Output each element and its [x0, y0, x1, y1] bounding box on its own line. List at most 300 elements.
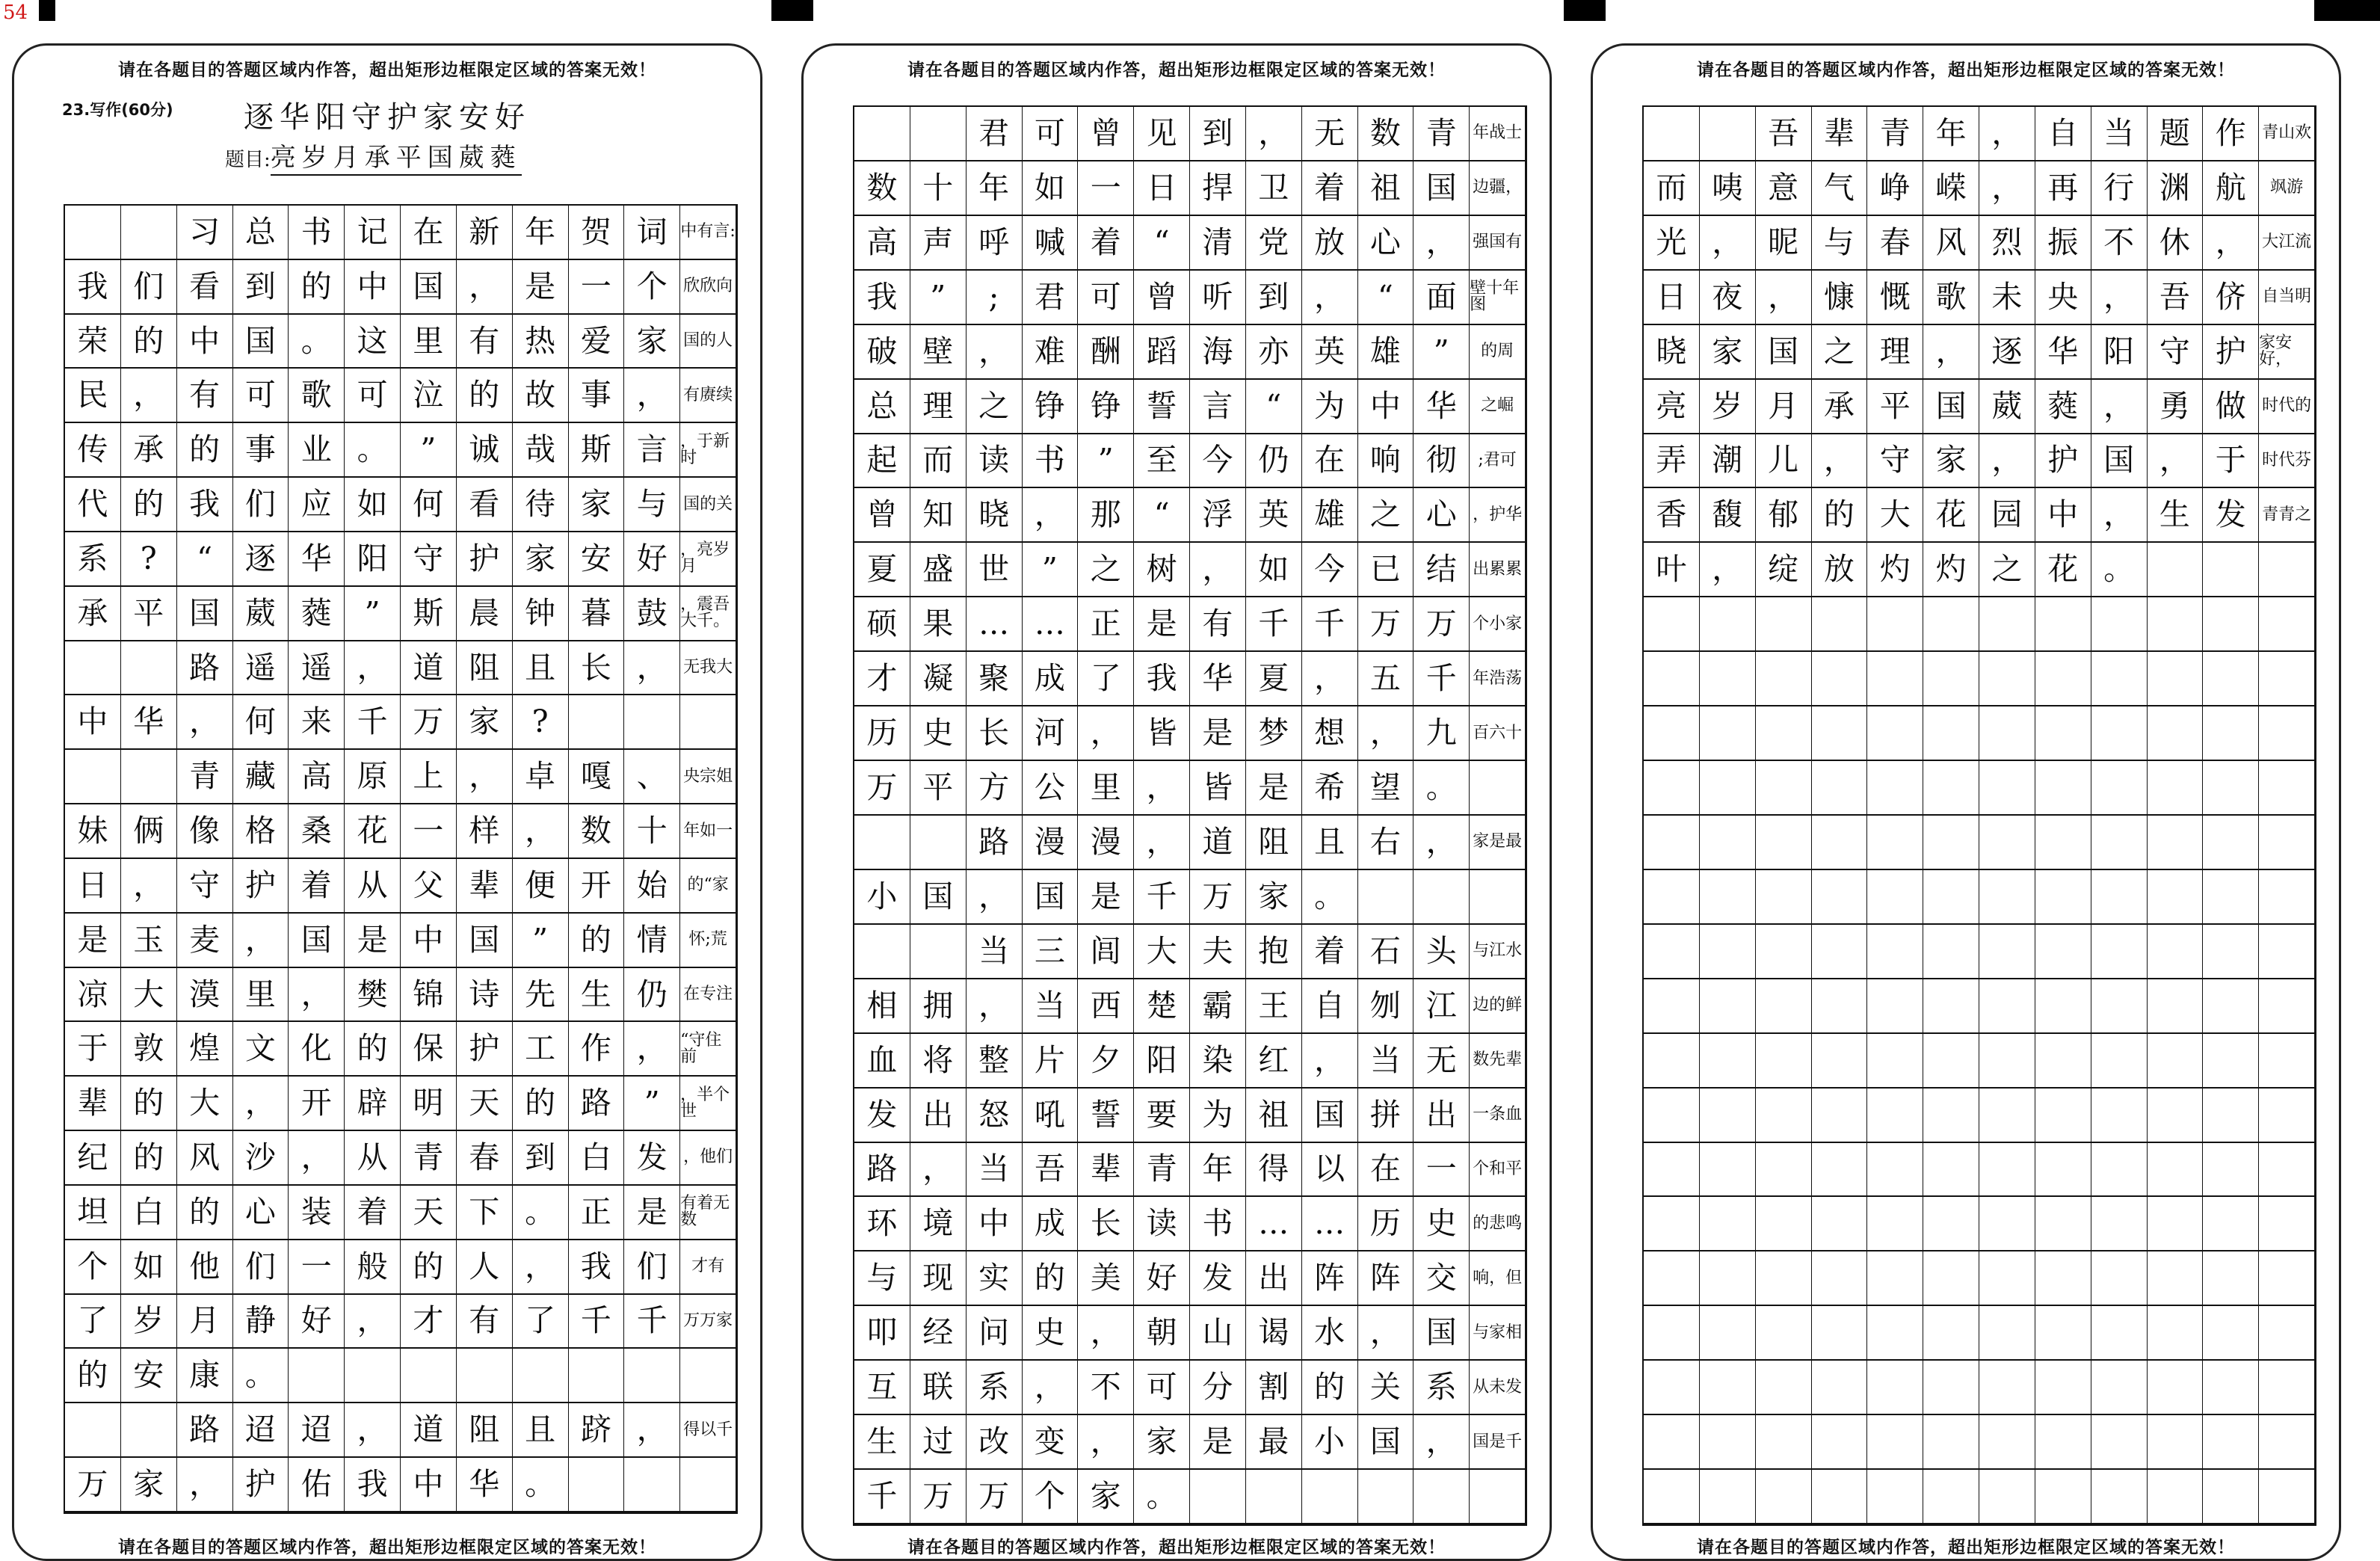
grid-cell: ，: [1979, 161, 2035, 215]
grid-cell: 书: [1190, 1197, 1246, 1251]
grid-cell: [2148, 761, 2204, 815]
grid-cell: 英: [1302, 325, 1358, 379]
grid-cell: 心: [233, 1186, 289, 1240]
grid-cell: 何: [233, 695, 289, 749]
grid-cell: 了: [1078, 652, 1134, 706]
grid-cell: 护: [457, 1022, 513, 1076]
grid-cell: 护: [2203, 325, 2259, 379]
grid-cell: 曾: [854, 488, 910, 542]
grid-cell: 十: [910, 161, 967, 215]
grid-cell: [2035, 1470, 2091, 1524]
grid-cell: 言: [1190, 380, 1246, 434]
grid-cell: [1867, 816, 1923, 869]
grid-cell: [2148, 1306, 2204, 1360]
grid-cell: [1470, 870, 1526, 924]
grid-cell: [1700, 107, 1756, 161]
grid-cell: 待: [513, 478, 569, 532]
grid-cell: ，: [289, 1131, 345, 1185]
grid-cell: [1700, 925, 1756, 979]
grid-cell: ，他们: [680, 1131, 736, 1185]
grid-row: [1644, 706, 2315, 761]
grid-cell: [2091, 1415, 2148, 1469]
grid-cell: [1756, 816, 1812, 869]
grid-cell: 慨: [1867, 271, 1923, 324]
grid-cell: [2091, 1306, 2148, 1360]
grid-cell: [2259, 1251, 2315, 1305]
grid-cell: 年: [513, 206, 569, 259]
grid-cell: [121, 641, 177, 695]
grid-cell: 诚: [457, 423, 513, 477]
grid-cell: 家: [121, 1458, 177, 1512]
grid-cell: 郁: [1756, 488, 1812, 542]
grid-cell: 的: [569, 914, 625, 967]
grid-cell: [1302, 1470, 1358, 1524]
grid-cell: 安: [121, 1349, 177, 1403]
grid-cell: [1756, 1251, 1812, 1305]
grid-cell: 割: [1246, 1361, 1302, 1414]
grid-cell: 蕤: [289, 587, 345, 641]
grid-cell: 是: [1078, 870, 1134, 924]
grid-cell: [1756, 1470, 1812, 1524]
grid-cell: ，: [1979, 434, 2035, 488]
grid-cell: 数: [854, 161, 910, 215]
grid-cell: 而: [910, 434, 967, 488]
grid-cell: 成: [1023, 652, 1079, 706]
grid-cell: ，: [1700, 216, 1756, 270]
grid-cell: [2203, 1089, 2259, 1142]
grid-cell: 发: [624, 1131, 680, 1185]
grid-row: [65, 1403, 736, 1458]
grid-cell: [1867, 1361, 1923, 1414]
grid-cell: [1470, 761, 1526, 815]
grid-cell: [1867, 761, 1923, 815]
grid-cell: 家: [457, 695, 513, 749]
grid-cell: [2203, 652, 2259, 706]
grid-cell: 国是千: [1470, 1415, 1526, 1469]
grid-cell: 迢: [233, 1403, 289, 1457]
grid-cell: [2035, 706, 2091, 760]
grid-cell: 且: [1302, 816, 1358, 869]
grid-row: [1644, 761, 2315, 816]
grid-cell: [121, 750, 177, 804]
grid-cell: 青: [1867, 107, 1923, 161]
grid-cell: 白: [569, 1131, 625, 1185]
grid-cell: [2259, 761, 2315, 815]
grid-cell: ，于新时: [680, 423, 736, 477]
grid-cell: 敦: [121, 1022, 177, 1076]
grid-cell: 才: [401, 1295, 457, 1349]
grid-cell: 青山欢: [2259, 107, 2315, 161]
grid-row: [65, 532, 736, 587]
grid-cell: 当: [2091, 107, 2148, 161]
grid-cell: [1812, 1143, 1868, 1197]
grid-cell: 新: [457, 206, 513, 259]
registration-mark: [771, 0, 813, 21]
grid-cell: 泣: [401, 369, 457, 422]
grid-cell: 承: [1812, 380, 1868, 434]
grid-cell: 装: [289, 1186, 345, 1240]
grid-cell: 万: [910, 1470, 967, 1524]
grid-cell: 大江流: [2259, 216, 2315, 270]
grid-cell: 整: [967, 1034, 1023, 1088]
grid-cell: 千: [1246, 597, 1302, 651]
grid-cell: 已: [1358, 543, 1414, 597]
grid-cell: 我: [1134, 652, 1190, 706]
grid-cell: 当: [967, 1143, 1023, 1197]
grid-cell: 有赓续: [680, 369, 736, 422]
grid-cell: 中有言:: [680, 206, 736, 259]
grid-cell: 江: [1413, 979, 1470, 1033]
grid-cell: 始: [624, 859, 680, 913]
grid-row: [1644, 1470, 2315, 1524]
grid-cell: [1867, 1034, 1923, 1088]
grid-cell: 世: [967, 543, 1023, 597]
grid-row: [1644, 325, 2315, 380]
grid-cell: [1812, 1306, 1868, 1360]
grid-cell: 石: [1358, 925, 1414, 979]
grid-cell: 之: [1078, 543, 1134, 597]
grid-cell: 遥: [233, 641, 289, 695]
grid-cell: 高: [854, 216, 910, 270]
grid-cell: ，: [1979, 107, 2035, 161]
grid-cell: 问: [967, 1306, 1023, 1360]
grid-cell: 白: [121, 1186, 177, 1240]
grid-row: [854, 652, 1526, 706]
grid-cell: 家: [1923, 434, 1979, 488]
grid-cell: [1867, 979, 1923, 1033]
answer-panel-3: [1591, 43, 2341, 1561]
grid-cell: 万: [1413, 597, 1470, 651]
grid-cell: 化: [289, 1022, 345, 1076]
grid-row: [65, 369, 736, 423]
grid-cell: 改: [967, 1415, 1023, 1469]
grid-cell: [1979, 706, 2035, 760]
grid-row: [65, 1349, 736, 1403]
grid-cell: 峥: [1867, 161, 1923, 215]
grid-cell: 月: [1756, 380, 1812, 434]
grid-cell: 一: [569, 260, 625, 314]
grid-cell: 至: [1134, 434, 1190, 488]
grid-cell: 华: [457, 1458, 513, 1512]
grid-cell: 之: [1812, 325, 1868, 379]
grid-cell: 发: [854, 1089, 910, 1142]
grid-cell: [2035, 1089, 2091, 1142]
grid-cell: 佑: [289, 1458, 345, 1512]
grid-cell: [1812, 597, 1868, 651]
grid-cell: 数先辈: [1470, 1034, 1526, 1088]
grid-cell: 暮: [569, 587, 625, 641]
grid-cell: 是: [1246, 761, 1302, 815]
grid-cell: [65, 1403, 121, 1457]
grid-cell: [2091, 761, 2148, 815]
grid-cell: 是: [65, 914, 121, 967]
grid-cell: 刎: [1358, 979, 1414, 1033]
grid-cell: ，: [2091, 271, 2148, 324]
grid-cell: 家: [1078, 1470, 1134, 1524]
grid-cell: 可: [1078, 271, 1134, 324]
grid-cell: 总: [854, 380, 910, 434]
grid-cell: 的: [1812, 488, 1868, 542]
grid-cell: [1923, 761, 1979, 815]
grid-cell: 华: [121, 695, 177, 749]
grid-cell: 结: [1413, 543, 1470, 597]
grid-cell: 下: [457, 1186, 513, 1240]
grid-cell: ，: [967, 325, 1023, 379]
grid-row: [65, 641, 736, 696]
grid-cell: [680, 1349, 736, 1403]
grid-cell: [1812, 1361, 1868, 1414]
grid-cell: [2035, 652, 2091, 706]
grid-cell: 祖: [1358, 161, 1414, 215]
grid-cell: 年: [967, 161, 1023, 215]
grid-cell: ，: [177, 695, 233, 749]
grid-cell: 年如一: [680, 804, 736, 858]
grid-cell: [2259, 925, 2315, 979]
grid-cell: [2259, 1197, 2315, 1251]
grid-cell: [2203, 1197, 2259, 1251]
grid-cell: 来: [289, 695, 345, 749]
grid-cell: 平: [910, 761, 967, 815]
grid-row: [854, 1361, 1526, 1415]
grid-cell: [1644, 1089, 1700, 1142]
grid-cell: [1812, 979, 1868, 1033]
grid-cell: [1700, 1470, 1756, 1524]
grid-cell: 起: [854, 434, 910, 488]
grid-cell: 朝: [1134, 1306, 1190, 1360]
grid-cell: 逐: [233, 532, 289, 586]
grid-cell: 不: [2091, 216, 2148, 270]
grid-cell: 烈: [1979, 216, 2035, 270]
grid-cell: 哉: [513, 423, 569, 477]
grid-cell: ，: [1078, 1415, 1134, 1469]
grid-row: [854, 925, 1526, 979]
grid-cell: 的悲鸣: [1470, 1197, 1526, 1251]
grid-cell: ，: [1413, 1415, 1470, 1469]
grid-cell: 我: [345, 1458, 401, 1512]
grid-cell: 公: [1023, 761, 1079, 815]
grid-cell: 大: [1134, 925, 1190, 979]
grid-cell: ，: [1812, 434, 1868, 488]
grid-cell: 里: [233, 968, 289, 1022]
grid-cell: 嘎: [569, 750, 625, 804]
grid-cell: 勇: [2148, 380, 2204, 434]
notice-top: 请在各题目的答题区域内作答，超出矩形边框限定区域的答案无效！: [907, 61, 1446, 80]
grid-cell: 有着无数: [680, 1186, 736, 1240]
grid-cell: 从: [345, 1131, 401, 1185]
grid-cell: 阻: [457, 641, 513, 695]
grid-cell: [2091, 1034, 2148, 1088]
grid-cell: [1867, 1251, 1923, 1305]
grid-cell: 书: [1023, 434, 1079, 488]
grid-cell: 先: [513, 968, 569, 1022]
grid-cell: [1867, 706, 1923, 760]
grid-cell: ，: [1134, 816, 1190, 869]
grid-cell: 高: [289, 750, 345, 804]
grid-cell: 的: [401, 1240, 457, 1294]
grid-cell: 着: [1302, 161, 1358, 215]
grid-cell: 浮: [1190, 488, 1246, 542]
grid-cell: [2091, 1470, 2148, 1524]
grid-cell: 见: [1134, 107, 1190, 161]
grid-cell: ，: [513, 804, 569, 858]
grid-cell: 互: [854, 1361, 910, 1414]
grid-cell: [65, 206, 121, 259]
grid-cell: [2035, 1251, 2091, 1305]
grid-cell: 有: [1190, 597, 1246, 651]
grid-cell: ，: [1302, 271, 1358, 324]
grid-cell: [2035, 1306, 2091, 1360]
grid-cell: 呼: [967, 216, 1023, 270]
grid-cell: 康: [177, 1349, 233, 1403]
grid-cell: 花: [1923, 488, 1979, 542]
grid-cell: [569, 1458, 625, 1512]
grid-cell: 守: [2148, 325, 2204, 379]
grid-cell: 系: [65, 532, 121, 586]
grid-row: [854, 161, 1526, 216]
grid-cell: [1979, 816, 2035, 869]
grid-cell: 言: [624, 423, 680, 477]
grid-cell: 一: [1078, 161, 1134, 215]
grid-cell: 西: [1078, 979, 1134, 1033]
grid-cell: 风: [1923, 216, 1979, 270]
grid-cell: ，: [1413, 816, 1470, 869]
grid-cell: ，: [345, 1403, 401, 1457]
grid-cell: 民: [65, 369, 121, 422]
grid-cell: [2203, 706, 2259, 760]
grid-cell: 联: [910, 1361, 967, 1414]
grid-cell: 便: [513, 859, 569, 913]
grid-cell: [457, 1349, 513, 1403]
grid-cell: ，半个世: [680, 1077, 736, 1130]
grid-cell: [2203, 543, 2259, 597]
grid-cell: 中: [177, 315, 233, 369]
grid-cell: 国的人: [680, 315, 736, 369]
grid-cell: 华: [1190, 652, 1246, 706]
grid-cell: [1867, 925, 1923, 979]
grid-cell: 中: [345, 260, 401, 314]
grid-cell: [1644, 1251, 1700, 1305]
grid-cell: ，: [289, 968, 345, 1022]
grid-cell: ，: [457, 260, 513, 314]
grid-cell: 怒: [967, 1089, 1023, 1142]
grid-cell: 们: [233, 478, 289, 532]
grid-cell: 是: [345, 914, 401, 967]
grid-cell: [2259, 1470, 2315, 1524]
grid-cell: 美: [1078, 1251, 1134, 1305]
grid-cell: 百六十: [1470, 706, 1526, 760]
grid-cell: 欣欣向: [680, 260, 736, 314]
grid-cell: 爱: [569, 315, 625, 369]
grid-cell: 一条血: [1470, 1089, 1526, 1142]
grid-cell: [1413, 1470, 1470, 1524]
grid-cell: 长: [967, 706, 1023, 760]
grid-row: [1644, 161, 2315, 216]
subject-label: 题目:: [225, 149, 271, 171]
grid-cell: [121, 1403, 177, 1457]
grid-cell: 楚: [1134, 979, 1190, 1033]
subject-line: [225, 137, 522, 173]
grid-cell: [1923, 1470, 1979, 1524]
grid-cell: [1979, 870, 2035, 924]
grid-row: [854, 816, 1526, 870]
grid-cell: 葳: [233, 587, 289, 641]
grid-cell: 那: [1078, 488, 1134, 542]
grid-cell: 应: [289, 478, 345, 532]
grid-cell: “: [1134, 488, 1190, 542]
grid-cell: 业: [289, 423, 345, 477]
grid-cell: 了: [65, 1295, 121, 1349]
grid-cell: 道: [1190, 816, 1246, 869]
grid-cell: [2148, 1415, 2204, 1469]
grid-cell: 园: [1979, 488, 2035, 542]
grid-cell: 故: [513, 369, 569, 422]
grid-cell: [289, 1349, 345, 1403]
grid-cell: [1812, 870, 1868, 924]
grid-cell: 晓: [967, 488, 1023, 542]
grid-cell: [2203, 761, 2259, 815]
grid-cell: [1867, 1197, 1923, 1251]
grid-cell: 花: [2035, 543, 2091, 597]
grid-cell: “: [1134, 216, 1190, 270]
grid-cell: 里: [401, 315, 457, 369]
grid-row: [854, 706, 1526, 761]
grid-cell: 日: [1134, 161, 1190, 215]
grid-cell: 边的鲜: [1470, 979, 1526, 1033]
grid-cell: 岁: [1700, 380, 1756, 434]
grid-cell: 出累累: [1470, 543, 1526, 597]
grid-cell: 气: [1812, 161, 1868, 215]
grid-cell: ?: [121, 532, 177, 586]
grid-cell: 正: [569, 1186, 625, 1240]
grid-cell: [2259, 1415, 2315, 1469]
grid-cell: 妹: [65, 804, 121, 858]
grid-cell: 头: [1413, 925, 1470, 979]
grid-cell: 们: [121, 260, 177, 314]
grid-cell: 词: [624, 206, 680, 259]
grid-cell: [1644, 1415, 1700, 1469]
grid-cell: 一: [289, 1240, 345, 1294]
grid-cell: 何: [401, 478, 457, 532]
grid-cell: [1979, 652, 2035, 706]
grid-cell: 好: [289, 1295, 345, 1349]
grid-cell: 诗: [457, 968, 513, 1022]
grid-cell: 未: [1979, 271, 2035, 324]
grid-cell: 时代芬: [2259, 434, 2315, 488]
grid-cell: 再: [2035, 161, 2091, 215]
grid-row: [1644, 216, 2315, 271]
grid-cell: [854, 107, 910, 161]
grid-cell: 长: [1078, 1197, 1134, 1251]
grid-cell: [910, 925, 967, 979]
grid-cell: 承: [65, 587, 121, 641]
grid-cell: 蹈: [1134, 325, 1190, 379]
grid-cell: 的: [121, 315, 177, 369]
grid-cell: 霸: [1190, 979, 1246, 1033]
grid-cell: 热: [513, 315, 569, 369]
grid-cell: [1812, 1470, 1868, 1524]
grid-cell: [1644, 761, 1700, 815]
grid-cell: 。: [513, 1458, 569, 1512]
grid-cell: [569, 1349, 625, 1403]
grid-cell: 代: [65, 478, 121, 532]
grid-cell: 个小家: [1470, 597, 1526, 651]
grid-cell: 着: [1302, 925, 1358, 979]
grid-cell: 华: [289, 532, 345, 586]
grid-cell: 以: [1302, 1143, 1358, 1197]
grid-cell: 护: [2035, 434, 2091, 488]
grid-cell: 生: [2148, 488, 2204, 542]
grid-cell: 卓: [513, 750, 569, 804]
